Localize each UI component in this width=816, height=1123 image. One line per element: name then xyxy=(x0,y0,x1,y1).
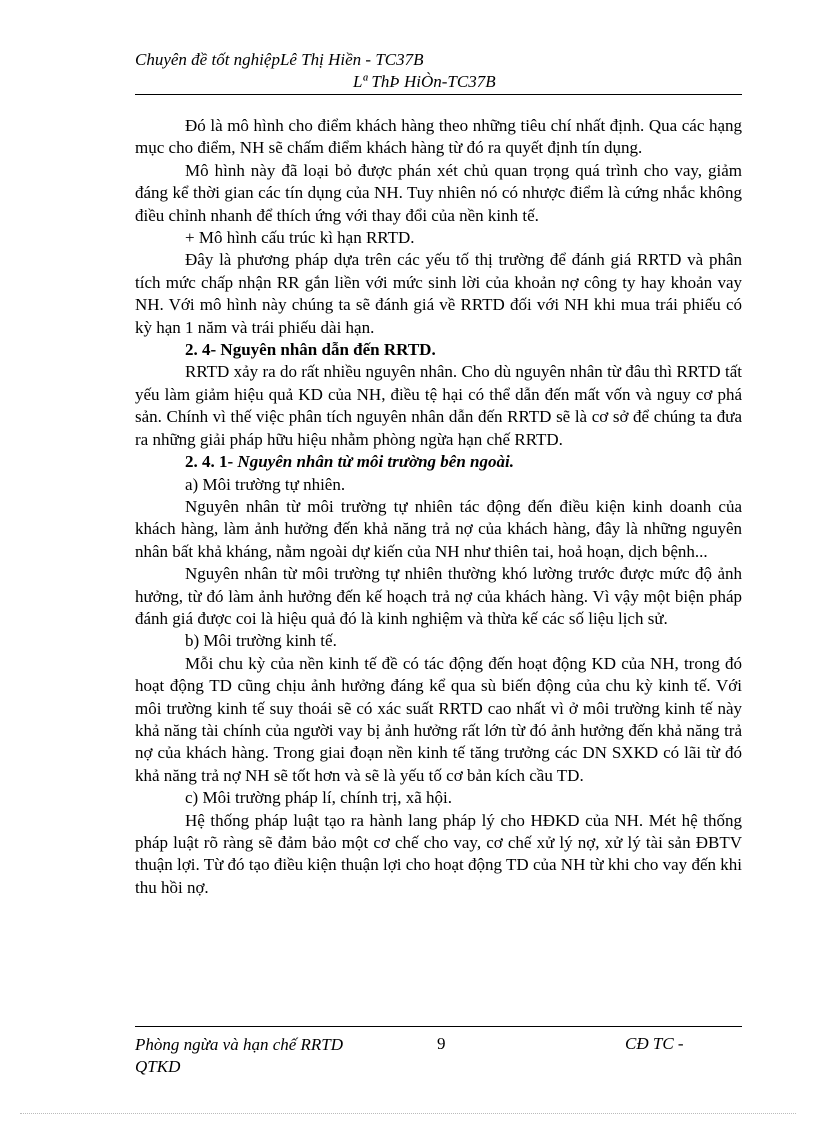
body-paragraph: RRTD xảy ra do rất nhiều nguyên nhân. Cho dù nguyên nhân từ đâu thì RRTD tất yếu làm giảm hiệu quả KD của NH, điều tệ hại có thể dẫn đến mất vốn và nguy cơ phá sản. Chính vì thế việc phân tích nguyên nhân dẫn đến RRTD sẽ là cơ sở để chúng ta đưa ra những giải pháp hữu hiệu nhằm phòng ngừa hạn chế RRTD. xyxy=(135,362,742,449)
body-paragraph: Nguyên nhân từ môi trường tự nhiên thường khó lường trước được mức độ ảnh hưởng, từ đó làm ảnh hưởng đến kế hoạch trả nợ của khách hàng. Vì vậy một biện pháp đánh giá được coi là hiệu quả đó là kinh nghiệm và thừa kế các số liệu lịch sử. xyxy=(135,564,742,628)
subsection-heading xyxy=(135,451,742,473)
header-rule xyxy=(135,94,742,95)
section-heading: 2. 4- Nguyên nhân dẫn đến RRTD. xyxy=(185,340,436,360)
body-paragraph: a) Môi trường tự nhiên. xyxy=(185,474,346,494)
footer-rule xyxy=(135,1026,742,1027)
body-paragraph: Mỗi chu kỳ của nền kinh tế đề có tác động đến hoạt động KD của NH, trong đó hoạt động TD cũng chịu ảnh hưởng đáng kể qua sù biến động của chu kỳ kinh tế. Với môi trường kinh tế suy thoái sẽ có xác suất RRTD cao nhất vì ở môi trường kinh tế này khả năng tài chính của người vay bị ảnh hưởng rất lớn từ đó ảnh hưởng đến khả năng trả nợ của khách hàng. Trong giai đoạn nền kinh tế tăng trưởng các DN SXKD có lãi từ đó khả năng trả nợ NH sẽ tốt hơn và sẽ là yếu tố cơ bản kích cầu TD. xyxy=(135,653,742,785)
body-paragraph: Hệ thống pháp luật tạo ra hành lang pháp lý cho HĐKD của NH. Mét hệ thống pháp luật rõ ràng sẽ đảm bảo một cơ chế cho vay, cơ chế xử lý nợ, xử lý tài sản ĐBTV thuận lợi. Từ đó tạo điều kiện thuận lợi cho hoạt động TD của NH từ khi cho vay đến khi thu hồi nợ. xyxy=(135,810,742,897)
page-edge xyxy=(20,1113,796,1114)
body-paragraph: + Mô hình cấu trúc kì hạn RRTD. xyxy=(185,228,415,248)
header-title: Chuyên đề tốt nghiệpLê Thị Hiền - TC37B xyxy=(135,50,424,69)
header-author: Lª ThÞ HiÒn-TC37B xyxy=(353,72,496,91)
body-paragraph: b) Môi trường kinh tế. xyxy=(185,631,337,651)
page-number: 9 xyxy=(437,1034,446,1053)
body-paragraph: Nguyên nhân từ môi trường tự nhiên tác động đến điều kiện kinh doanh của khách hàng, làm ảnh hưởng đến khả năng trả nợ của khách hàng, đây là những nguyên nhân bất khả kháng, nằm ngoài dự kiến của NH như thiên tai, hoả hoạn, dịch bệnh... xyxy=(135,496,742,561)
subsection-title: Nguyên nhân từ môi trường bên ngoài. xyxy=(237,452,514,472)
subsection-number: 2. 4. 1- xyxy=(185,452,238,472)
footer-title: Phòng ngừa và hạn chế RRTD QTKD xyxy=(135,1035,344,1076)
body-paragraph: Đó là mô hình cho điểm khách hàng theo những tiêu chí nhất định. Qua các hạng mục cho điểm, NH sẽ chấm điểm khách hàng từ đó ra quyết định tín dụng. xyxy=(135,116,742,158)
footer-course: CĐ TC - xyxy=(625,1034,684,1053)
document-body xyxy=(135,115,742,899)
body-paragraph: Đây là phương pháp dựa trên các yếu tố thị trường để đánh giá RRTD và phân tích mức chấp nhận RR gắn liền với mức sinh lời của khoản nợ công ty hay khoản vay NH. Với mô hình này chúng ta sẽ đánh giá về RRTD đối với NH khi mua trái phiếu có kỳ hạn 1 năm và trái phiếu dài hạn. xyxy=(135,250,742,337)
body-paragraph: Mô hình này đã loại bỏ được phán xét chủ quan trọng quá trình cho vay, giảm đáng kể thời gian các tín dụng của NH. Tuy nhiên nó có nhược điểm là cứng nhắc không điều chỉnh nhanh để thích ứng với thay đổi của nền kinh tế. xyxy=(135,160,742,225)
body-paragraph: c) Môi trường pháp lí, chính trị, xã hội. xyxy=(185,788,453,808)
